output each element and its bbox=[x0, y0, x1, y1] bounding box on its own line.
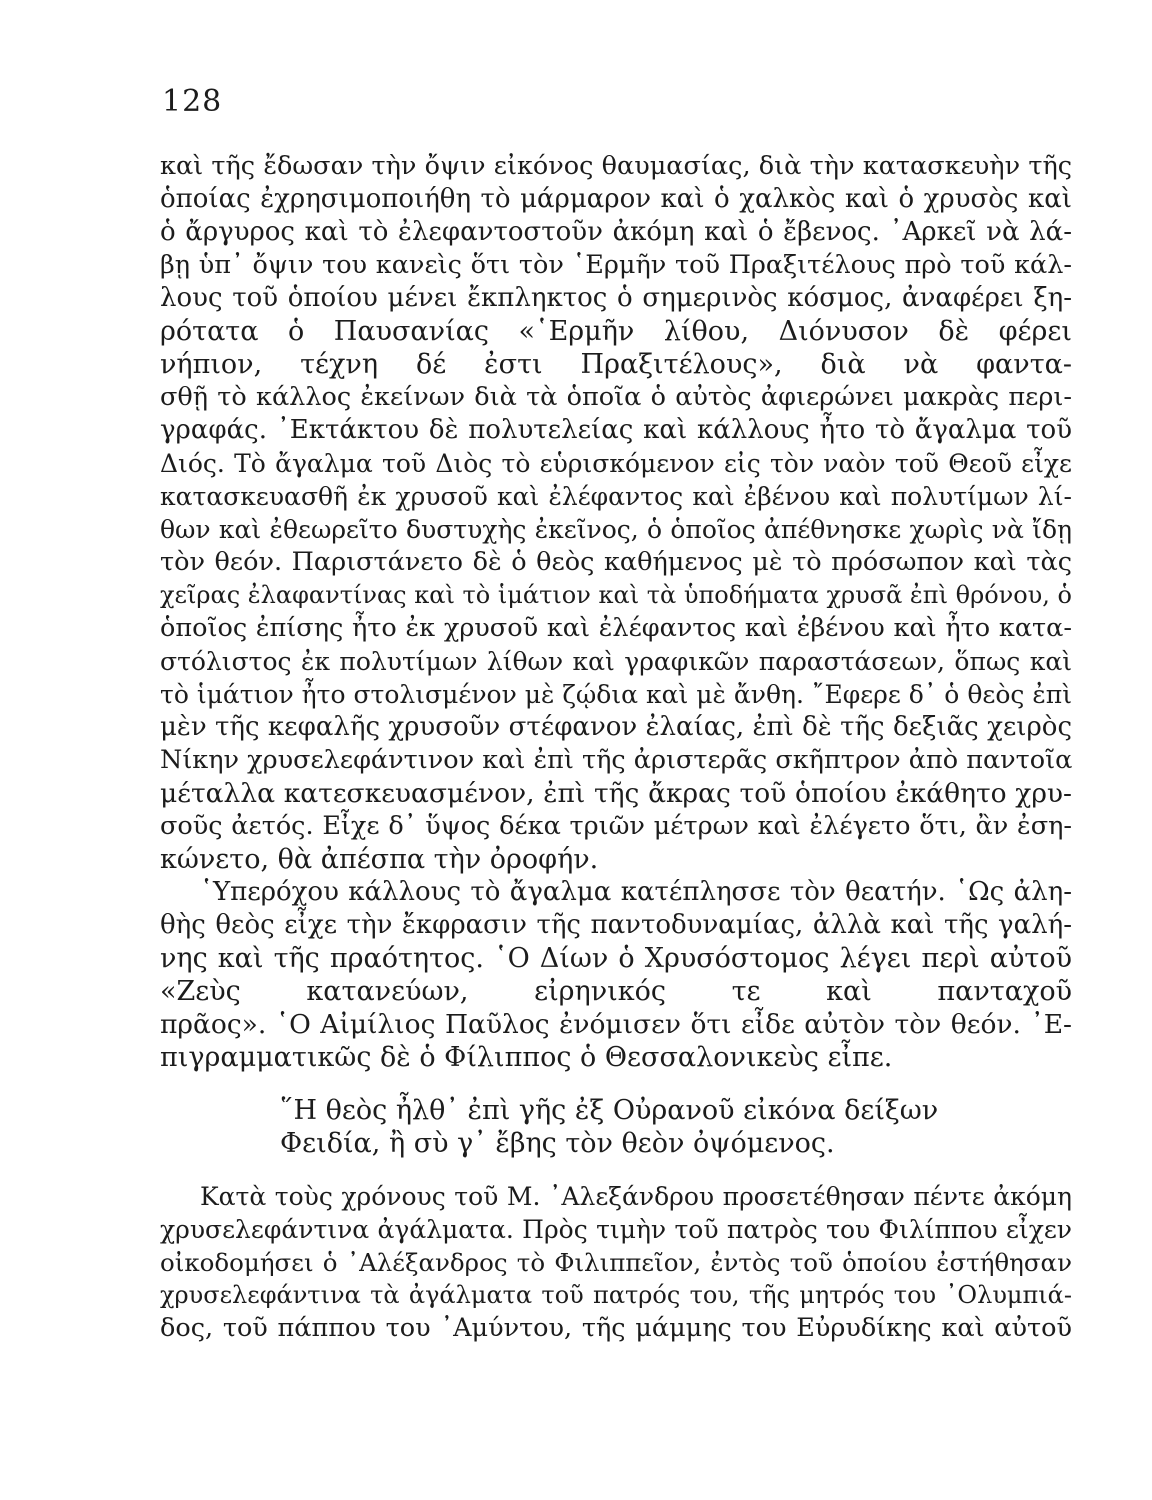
text-line: κατασκευασθῆ ἐκ χρυσοῦ καὶ ἐλέφαντος καὶ ἐβένου καὶ πολυτίμων λί- bbox=[160, 482, 1072, 511]
text-line: μέταλλα κατεσκευασμένον, ἐπὶ τῆς ἄκρας τοῦ ὁποίου ἐκάθητο χρυ- bbox=[160, 778, 1072, 809]
spacer bbox=[160, 1074, 1072, 1094]
text-line: ὁ ἄργυρος καὶ τὸ ἐλεφαντοστοῦν ἀκόμη καὶ ὁ ἔβενος. ᾿Αρκεῖ νὰ λά- bbox=[160, 217, 1072, 247]
text-body bbox=[160, 150, 1072, 1345]
text-line: μὲν τῆς κεφαλῆς χρυσοῦν στέφανον ἐλαίας, ἐπὶ δὲ τῆς δεξιᾶς χειρὸς bbox=[160, 712, 1072, 742]
text-line: νήπιον, τέχνη δέ ἐστι Πραξιτέλους», διὰ νὰ φαντα- bbox=[160, 349, 1072, 380]
verse-line: ῞Η θεὸς ἦλθ᾿ ἐπὶ γῆς ἐξ Οὐρανοῦ εἰκόνα δείξων bbox=[280, 1095, 939, 1126]
text-line: πιγραμματικῶς δὲ ὁ Φίλιππος ὁ Θεσσαλονικεὺς εἶπε. bbox=[160, 1042, 893, 1073]
text-line: χρυσελεφάντινα ἀγάλματα. Πρὸς τιμὴν τοῦ πατρὸς του Φιλίππου εἶχεν bbox=[160, 1215, 1072, 1244]
text-line: Κατὰ τοὺς χρόνους τοῦ Μ. ᾿Αλεξάνδρου προσετέθησαν πέντε ἀκόμη bbox=[200, 1182, 1072, 1211]
text-line: σοῦς ἀετός. Εἶχε δ᾿ ὕψος δέκα τριῶν μέτρων καὶ ἐλέγετο ὅτι, ἂν ἐση- bbox=[160, 811, 1072, 841]
text-line: γραφάς. ᾿Εκτάκτου δὲ πολυτελείας καὶ κάλλους ἦτο τὸ ἄγαλμα τοῦ bbox=[160, 415, 1072, 445]
paragraph-1 bbox=[160, 150, 1072, 876]
text-line: δος, τοῦ πάππου του ᾿Αμύντου, τῆς μάμμης του Εὐρυδίκης καὶ αὐτοῦ bbox=[160, 1313, 1072, 1343]
text-line: καὶ τῆς ἔδωσαν τὴν ὄψιν εἰκόνος θαυμασίας, διὰ τὴν κατασκευὴν τῆς bbox=[160, 151, 1072, 181]
text-line: Διός. Τὸ ἄγαλμα τοῦ Διὸς τὸ εὑρισκόμενον εἰς τὸν ναὸν τοῦ Θεοῦ εἶχε bbox=[160, 449, 1072, 478]
text-line: θὴς θεὸς εἶχε τὴν ἔκφρασιν τῆς παντοδυναμίας, ἀλλὰ καὶ τῆς γαλή- bbox=[160, 910, 1072, 940]
verse-line: Φειδία, ἢ σὺ γ᾿ ἔβης τὸν θεὸν ὀψόμενος. bbox=[280, 1128, 835, 1159]
text-line: νης καὶ τῆς πραότητος. ῾Ο Δίων ὁ Χρυσόστομος λέγει περὶ αὐτοῦ bbox=[160, 943, 1072, 974]
text-line: βῃ ὑπ᾿ ὄψιν του κανεὶς ὅτι τὸν ῾Ερμῆν τοῦ Πραξιτέλους πρὸ τοῦ κάλ- bbox=[160, 250, 1072, 280]
text-line: χεῖρας ἐλαφαντίνας καὶ τὸ ἱμάτιον καὶ τὰ ὑποδήματα χρυσᾶ ἐπὶ θρόνου, ὁ bbox=[160, 581, 1072, 609]
text-line: σθῇ τὸ κάλλος ἐκείνων διὰ τὰ ὁποῖα ὁ αὐτὸς ἀφιερώνει μακρὰς περι- bbox=[160, 382, 1072, 412]
text-line: ὁποῖος ἐπίσης ἦτο ἐκ χρυσοῦ καὶ ἐλέφαντος καὶ ἐβένου καὶ ἦτο κατα- bbox=[160, 613, 1072, 643]
text-line: ρότατα ὁ Παυσανίας «῾Ερμῆν λίθου, Διόνυσον δὲ φέρει bbox=[160, 316, 1072, 347]
text-line: χρυσελεφάντινα τὰ ἀγάλματα τοῦ πατρός του, τῆς μητρός του ᾿Ολυμπιά- bbox=[160, 1281, 1072, 1309]
text-line: κώνετο, θὰ ἀπέσπα τὴν ὀροφήν. bbox=[160, 844, 599, 875]
paragraph-3 bbox=[160, 1180, 1072, 1345]
text-line: πρᾶος». ῾Ο Αἰμίλιος Παῦλος ἐνόμισεν ὅτι εἶδε αὐτὸν τὸν θεόν. ᾿Ε- bbox=[160, 1009, 1072, 1040]
text-line: τὸν θεόν. Παριστάνετο δὲ ὁ θεὸς καθήμενος μὲ τὸ πρόσωπον καὶ τὰς bbox=[160, 547, 1072, 577]
text-line: τὸ ἱμάτιον ἦτο στολισμένον μὲ ζῴδια καὶ μὲ ἄνθη. ῎Εφερε δ᾿ ὁ θεὸς ἐπὶ bbox=[160, 680, 1072, 709]
paragraph-2 bbox=[160, 876, 1072, 1074]
text-line: στόλιστος ἐκ πολυτίμων λίθων καὶ γραφικῶν παραστάσεων, ὅπως καὶ bbox=[160, 647, 1072, 676]
text-line: ὁποίας ἐχρησιμοποιήθη τὸ μάρμαρον καὶ ὁ χαλκὸς καὶ ὁ χρυσὸς καὶ bbox=[160, 184, 1072, 214]
text-line: «Ζεὺς κατανεύων, εἰρηνικός τε καὶ πανταχοῦ bbox=[160, 976, 1072, 1007]
spacer bbox=[160, 1160, 1072, 1180]
verse-quote bbox=[160, 1094, 1072, 1160]
text-line: Νίκην χρυσελεφάντινον καὶ ἐπὶ τῆς ἀριστερᾶς σκῆπτρον ἀπὸ παντοῖα bbox=[160, 745, 1073, 775]
text-line: οἰκοδομήσει ὁ ᾿Αλέξανδρος τὸ Φιλιππεῖον, ἐντὸς τοῦ ὁποίου ἐστήθησαν bbox=[160, 1248, 1072, 1277]
text-line: λους τοῦ ὁποίου μένει ἔκπληκτος ὁ σημερινὸς κόσμος, ἀναφέρει ξη- bbox=[160, 283, 1072, 313]
text-line: θων καὶ ἐθεωρεῖτο δυστυχὴς ἐκεῖνος, ὁ ὁποῖος ἀπέθνησκε χωρὶς νὰ ἴδῃ bbox=[160, 515, 1072, 544]
page-number: 128 bbox=[162, 84, 223, 119]
text-line: ῾Υπερόχου κάλλους τὸ ἄγαλμα κατέπλησσε τὸν θεατήν. ῾Ως ἀλη- bbox=[200, 877, 1072, 907]
